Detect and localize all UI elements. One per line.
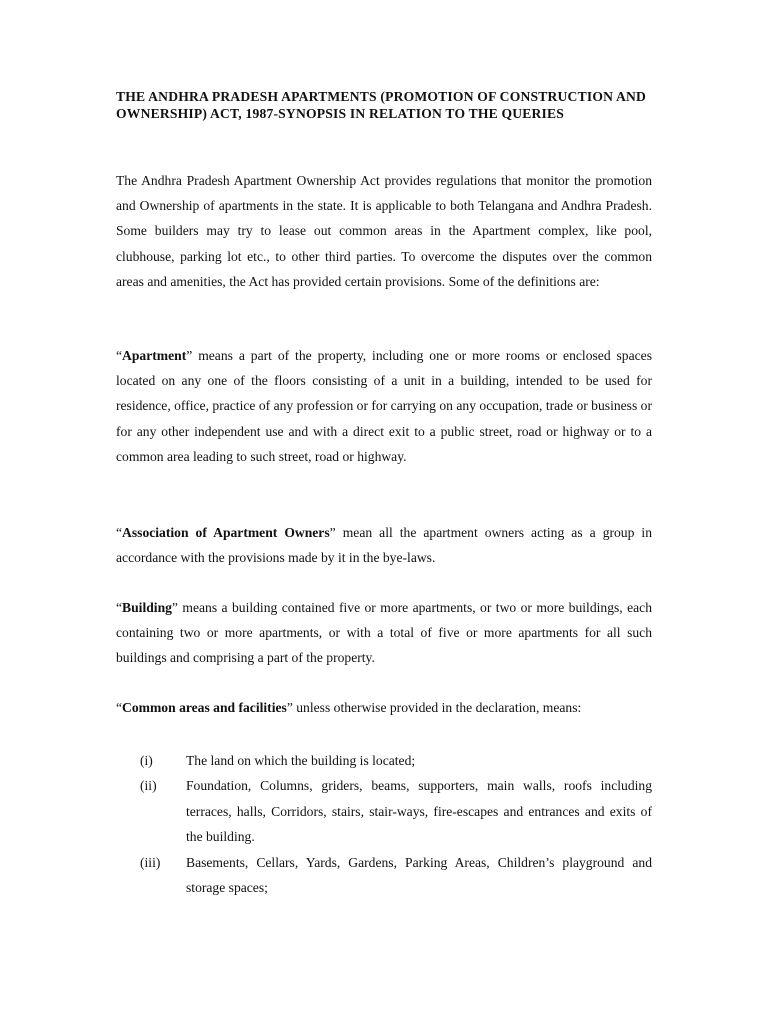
definition-text: means a building contained five or more apartments, or two or more buildings, each containing two or more apartments, or with a total of five or more apartments for all such buildings and comprising a part of the property. — [116, 600, 652, 666]
definition-text: mean all the apartment owners acting as a group in accordance with the provisions made by it in the bye-laws. — [116, 525, 652, 566]
definition-building: “Building” means a building contained five or more apartments, or two or more buildings, each containing two or more apartments, or with a total of five or more apartments for all such buildings and comprising a part of the property. — [116, 600, 652, 666]
definition-text: unless otherwise provided in the declaration, means: — [292, 700, 582, 715]
definition-term: Apartment — [122, 348, 187, 363]
list-item-text: Foundation, Columns, griders, beams, supporters, main walls, roofs including terraces, halls, Corridors, stairs, stair-ways, fire-escapes and entrances and exits of the building. — [186, 778, 652, 845]
definition-term: Common areas and facilities — [122, 700, 287, 715]
list-item-number: (iii) — [140, 854, 161, 870]
definition-term: Association of Apartment Owners — [122, 525, 330, 540]
list-item-text: The land on which the building is located; — [186, 753, 416, 768]
common-areas-list — [116, 748, 652, 900]
definition-term: Building — [122, 600, 172, 615]
list-item — [116, 748, 652, 773]
list-item — [116, 773, 652, 849]
intro-paragraph: The Andhra Pradesh Apartment Ownership Act provides regulations that monitor the promotion and Ownership of apartments in the state. It is applicable to both Telangana and Andhra Pradesh. Some builders may try to lease out common areas in the Apartment complex, like pool, clubhouse, parking lot etc., to other third parties. To overcome the disputes over the common areas and amenities, the Act has provided certain provisions. Some of the definitions are: — [116, 173, 652, 289]
definition-text: means a part of the property, including one or more rooms or enclosed spaces located on any one of the floors consisting of a unit in a building, intended to be used for residence, office, practice of any profession or for carrying on any occupation, trade or business or for any other independent use and with a direct exit to a public street, road or highway or to a common area leading to such street, road or highway. — [116, 348, 652, 464]
definition-common-areas: “Common areas and facilities” unless otherwise provided in the declaration, means: — [116, 700, 582, 715]
definition-apartment: “Apartment” means a part of the property, including one or more rooms or enclosed spaces located on any one of the floors consisting of a unit in a building, intended to be used for residence, office, practice of any profession or for carrying on any occupation, trade or business or for any other independent use and with a direct exit to a public street, road or highway or to a common area leading to such street, road or highway. — [116, 348, 652, 464]
definition-association: “Association of Apartment Owners” mean all the apartment owners acting as a group in accordance with the provisions made by it in the bye-laws. — [116, 525, 652, 566]
list-item-number: (ii) — [140, 778, 157, 794]
list-item-number: (i) — [140, 753, 153, 768]
list-item-text: Basements, Cellars, Yards, Gardens, Parking Areas, Children’s playground and storage spaces; — [186, 854, 652, 896]
document-title: THE ANDHRA PRADESH APARTMENTS (PROMOTION OF CONSTRUCTION AND OWNERSHIP) ACT, 1987-SYNOPSIS IN RELATION TO THE QUERIES — [116, 89, 647, 121]
list-item — [116, 850, 652, 901]
